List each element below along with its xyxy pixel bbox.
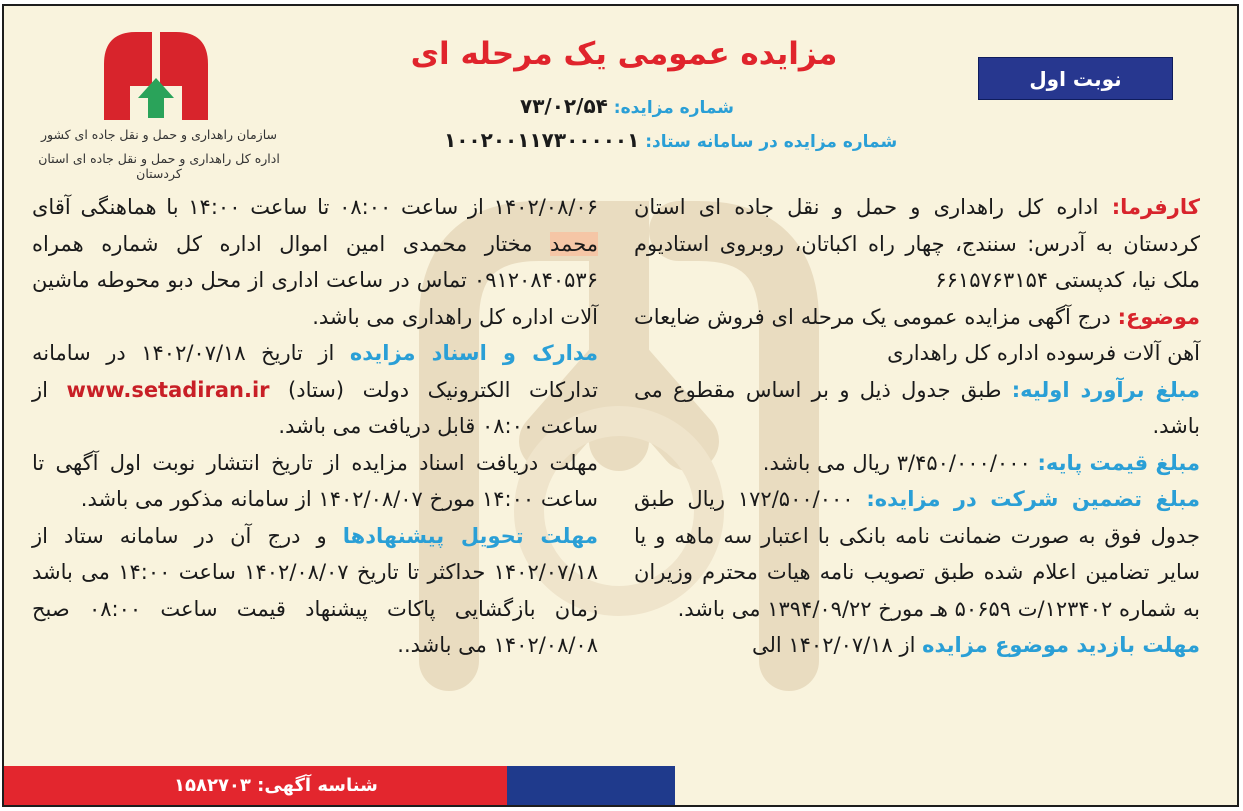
visit-paragraph bbox=[634, 627, 1200, 664]
subject-text: درج آگهی مزایده عمومی یک مرحله ای فروش ضایعات آهن آلات فرسوده اداره کل راهداری bbox=[634, 304, 1200, 365]
employer-text: اداره کل راهداری و حمل و نقل جاده ای استان کردستان به آدرس: سنندج، چهار راه اکباتان، روبروی استادیوم ملک نیا، کدپستی ۶۶۱۵۷۶۳۱۵۴ bbox=[634, 195, 1200, 292]
auction-number-label: شماره مزایده: bbox=[613, 98, 734, 118]
round-badge: نوبت اول bbox=[978, 57, 1173, 100]
contact-paragraph bbox=[32, 189, 598, 335]
ad-id: شناسه آگهی: ۱۵۸۲۷۰۳ bbox=[174, 775, 378, 796]
contact-text-b: مختار محمدی امین اموال اداره کل شماره همراه ۰۹۱۲۰۸۴۰۵۳۶ تماس در ساعت اداری از محل دبو محوطه ماشین آلات اداره کل راهداری می باشد. bbox=[32, 231, 598, 329]
base-price-text: ۳/۴۵۰/۰۰۰/۰۰۰ ریال می باشد. bbox=[762, 450, 1038, 475]
visit-text: از ۱۴۰۲/۰۷/۱۸ الی bbox=[751, 633, 923, 657]
visit-label: مهلت بازدید موضوع مزایده bbox=[922, 633, 1200, 657]
estimate-text: طبق جدول ذیل و بر اساس مقطوع می باشد. bbox=[634, 377, 1200, 438]
submission-label: مهلت تحویل پیشنهادها bbox=[342, 523, 598, 548]
setad-number bbox=[444, 128, 897, 152]
notice-title: مزایده عمومی یک مرحله ای bbox=[410, 36, 838, 72]
employer-paragraph bbox=[634, 189, 1200, 299]
documents-text-a: از تاریخ ۱۴۰۲/۰۷/۱۸ در سامانه تدارکات الکترونیک دولت (ستاد) bbox=[32, 341, 598, 402]
auction-number-value: ۷۳/۰۲/۵۴ bbox=[520, 94, 608, 118]
setad-number-value: ۱۰۰۲۰۰۱۱۷۳۰۰۰۰۰۱ bbox=[444, 128, 640, 152]
setad-number-label: شماره مزایده در سامانه ستاد: bbox=[645, 132, 898, 152]
auction-number bbox=[520, 94, 734, 118]
notice-card bbox=[2, 4, 1239, 807]
org-name-provincial: اداره کل راهداری و حمل و نقل جاده ای استان کردستان bbox=[38, 151, 280, 181]
guarantee-label: مبلغ تضمین شرکت در مزایده: bbox=[866, 487, 1200, 511]
right-column bbox=[634, 189, 1200, 664]
subject-label: موضوع: bbox=[1117, 304, 1200, 329]
deadline-paragraph: مهلت دریافت اسناد مزایده از تاریخ انتشار نوبت اول آگهی تا ساعت ۱۴:۰۰ مورخ ۱۴۰۲/۰۸/۰۷ از سامانه مذکور می باشد. bbox=[32, 450, 598, 511]
footer-bar bbox=[4, 766, 1237, 805]
submission-paragraph bbox=[32, 518, 598, 664]
left-column bbox=[32, 189, 598, 664]
guarantee-text: ۱۷۲/۵۰۰/۰۰۰ ریال طبق جدول فوق به صورت ضمانت نامه بانکی با اعتبار سه ماهه و یا سایر تضامین اعلام شده طبق تصویب نامه هیات محترم وزیران به شماره ۱۲۳۴۰۲/ت ۵۰۶۵۹ هـ مورخ ۱۳۹۴/۰۹/۲۲ می باشد. bbox=[634, 487, 1200, 621]
contact-name-highlight: محمد bbox=[550, 231, 598, 256]
estimate-paragraph bbox=[634, 372, 1200, 445]
setad-website-link[interactable]: www.setadiran.ir bbox=[66, 377, 270, 402]
documents-paragraph bbox=[32, 335, 598, 445]
employer-label: کارفرما: bbox=[1111, 195, 1200, 219]
documents-label: مدارک و اسناد مزایده bbox=[349, 341, 598, 365]
estimate-label: مبلغ برآورد اولیه: bbox=[1011, 377, 1200, 402]
org-name-national: سازمان راهداری و حمل و نقل جاده ای کشور bbox=[40, 127, 277, 142]
organization-logo bbox=[100, 28, 212, 124]
base-price-paragraph bbox=[634, 445, 1200, 482]
base-price-label: مبلغ قیمت پایه: bbox=[1037, 450, 1200, 475]
guarantee-paragraph bbox=[634, 481, 1200, 627]
subject-paragraph bbox=[634, 299, 1200, 372]
contact-text-a: ۱۴۰۲/۰۸/۰۶ از ساعت ۰۸:۰۰ تا ساعت ۱۴:۰۰ با هماهنگی آقای bbox=[32, 195, 598, 219]
documents-text-b: از ساعت ۰۸:۰۰ قابل دریافت می باشد. bbox=[32, 377, 598, 438]
submission-text: و درج آن در سامانه ستاد از ۱۴۰۲/۰۷/۱۸ حداکثر تا تاریخ ۱۴۰۲/۰۸/۰۷ ساعت ۱۴:۰۰ می باشد زمان بازگشایی پاکات پیشنهاد قیمت ساعت ۰۸:۰۰ صبح ۱۴۰۲/۰۸/۰۸ می باشد.. bbox=[32, 523, 599, 657]
